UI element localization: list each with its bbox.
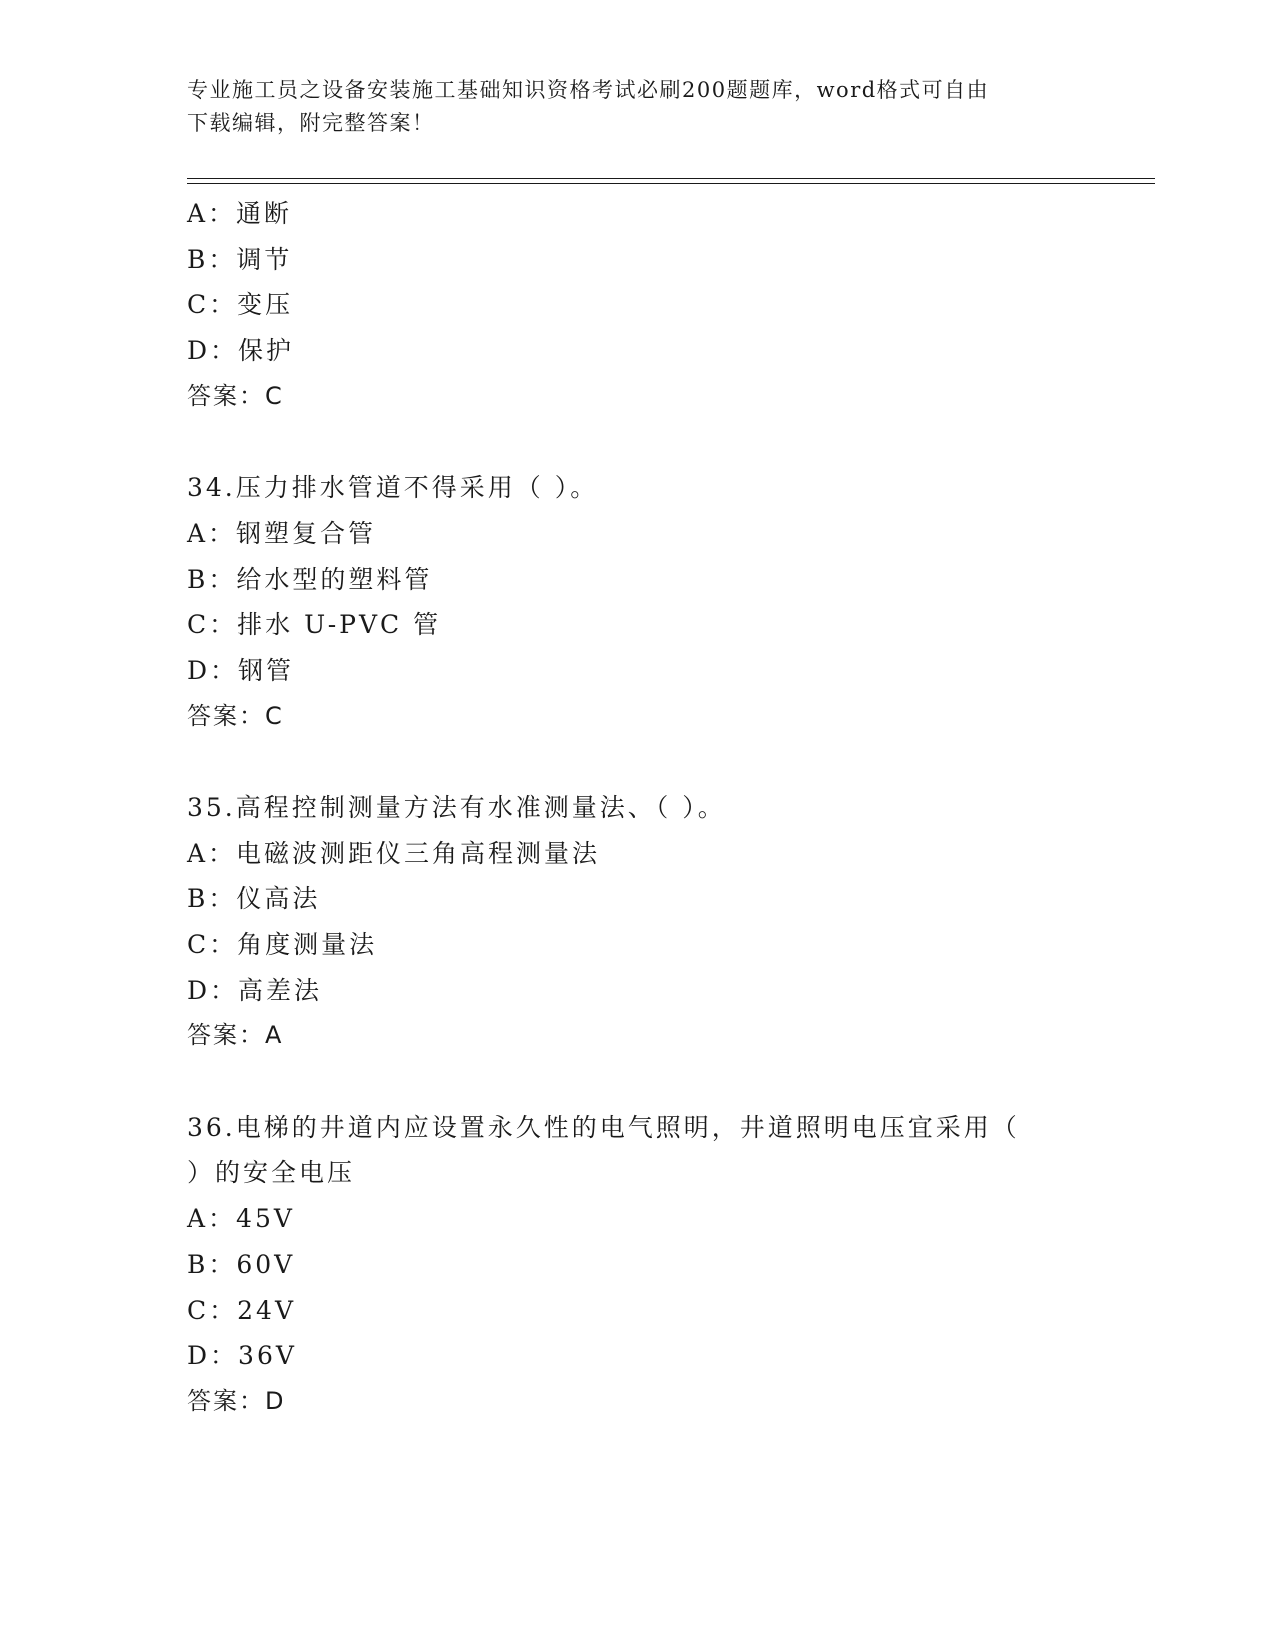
question-36 bbox=[187, 1105, 1087, 1425]
option-a: A：电磁波测距仪三角高程测量法 bbox=[187, 838, 601, 868]
answer: 答案：C bbox=[187, 701, 284, 730]
option-b: B：60V bbox=[187, 1249, 296, 1279]
question-text-line-1: 36.电梯的井道内应设置永久性的电气照明，井道照明电压宜采用（ bbox=[187, 1112, 1020, 1142]
question-text: 35.高程控制测量方法有水准测量法、（ ）。 bbox=[187, 792, 726, 822]
question-text: 34.压力排水管道不得采用（ ）。 bbox=[187, 473, 599, 503]
document-header bbox=[187, 74, 1087, 140]
option-a: A：通断 bbox=[187, 199, 293, 228]
option-c: C：排水 U-PVC 管 bbox=[187, 610, 442, 640]
header-divider-top bbox=[187, 178, 1155, 179]
option-c: C：24V bbox=[187, 1295, 296, 1325]
spacer bbox=[187, 419, 1087, 465]
header-divider-bottom bbox=[187, 183, 1155, 184]
option-d: D：高差法 bbox=[187, 975, 323, 1005]
option-d: D：保护 bbox=[187, 336, 295, 366]
question-34 bbox=[187, 465, 1087, 739]
option-a: A：钢塑复合管 bbox=[187, 518, 377, 548]
option-b: B：调节 bbox=[187, 244, 293, 274]
answer: 答案：D bbox=[187, 1386, 286, 1415]
question-list bbox=[187, 191, 1087, 1425]
option-b: B：给水型的塑料管 bbox=[187, 564, 433, 594]
answer: 答案：A bbox=[187, 1021, 284, 1050]
spacer bbox=[187, 1059, 1087, 1105]
spacer bbox=[187, 739, 1087, 785]
option-b: B：仪高法 bbox=[187, 884, 321, 914]
option-d: D：36V bbox=[187, 1341, 297, 1371]
answer: 答案：C bbox=[187, 381, 284, 410]
option-a: A：45V bbox=[187, 1204, 295, 1234]
header-line-2: 下载编辑，附完整答案！ bbox=[187, 111, 435, 135]
question-33 bbox=[187, 191, 1087, 419]
header-line-1: 专业施工员之设备安装施工基础知识资格考试必刷200题题库，word格式可自由 bbox=[187, 78, 990, 102]
option-d: D：钢管 bbox=[187, 655, 295, 685]
option-c: C：变压 bbox=[187, 290, 294, 320]
question-text-line-2: ）的安全电压 bbox=[187, 1158, 356, 1188]
question-35 bbox=[187, 785, 1087, 1059]
option-c: C：角度测量法 bbox=[187, 930, 378, 959]
